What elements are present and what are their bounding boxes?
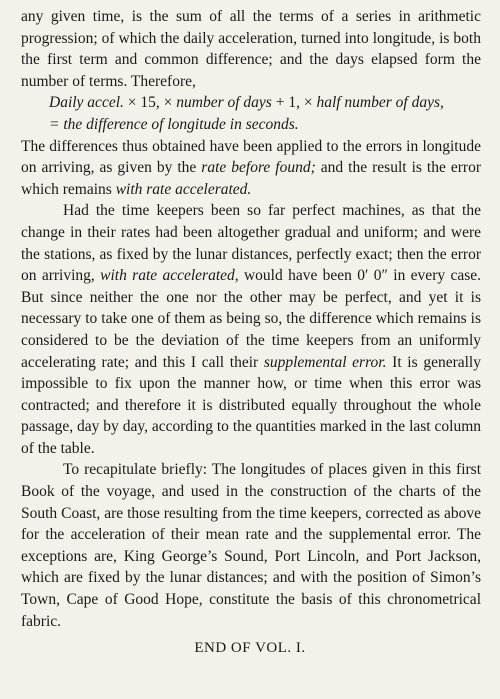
formula-term-number-of-days: number of days (176, 94, 272, 112)
paragraph-1-text: any given time, is the sum of all the terms of a series in arithmetic progression; of which the daily acceleration, turned into longitude, is both the first term and common difference; and the days elapsed form the number of terms. Therefore, (21, 8, 481, 90)
paragraph-time-keepers (21, 200, 481, 459)
paragraph-2-part-1: The differences thus obtained have been applied to the errors in longitude on arriving, as given by the (21, 137, 481, 177)
paragraph-2-emphasis-rate-accelerated: with rate accelerated. (115, 180, 252, 198)
formula-term-daily-accel: Daily accel. (49, 94, 124, 112)
paragraph-3-emphasis-supplemental-error: supplemental error. (263, 353, 387, 371)
paragraph-4-text: To recapitulate briefly: The longitudes of places given in this first Book of the voyage, and used in the construction of the charts of the South Coast, are those resulting from the time keepers, corrected as above for the acceleration of their mean rate and the supplemental error. The exceptions are, King George’s Sound, Port Lincoln, and Port Jackson, which are fixed by the lunar distances; and with the position of Simon’s Town, Cape of Good Hope, constitute the basis of this chronometrical fabric. (21, 461, 481, 630)
paragraph-2-part-2: and the result is the error which remains (21, 159, 481, 198)
formula-line-1 (21, 92, 481, 114)
paragraph-differences (21, 136, 481, 201)
formula-term-half-number-of-days: half number of days, (316, 94, 444, 112)
paragraph-continuation (21, 6, 481, 92)
paragraph-3-part-2: would have been 0′ 0″ in every case. But since neither the one nor the other may be perfect, and yet it is necessary to take one of them as being so, the difference which remains is considered to be the deviation of the time keepers from an uniformly accelerating rate; and this I call their (21, 267, 481, 371)
formula-result: = the difference of longitude in seconds. (49, 115, 299, 133)
formula-operator-2: + 1, × (271, 94, 317, 112)
end-of-volume-label: END OF VOL. I. (194, 640, 306, 656)
paragraph-recapitulation (21, 459, 481, 632)
formula-operator-1: × 15, × (123, 94, 177, 112)
paragraph-2-emphasis-rate-before-found: rate before found; (201, 159, 316, 177)
body-text (21, 6, 481, 632)
formula-line-2 (21, 114, 481, 136)
paragraph-3-part-1: Had the time keepers been so far perfect machines, as that the change in their rates had been altogether gradual and uniform; and were the stations, as fixed by the lunar distances, perfectly exact; then the error on arriving, (21, 202, 481, 285)
paragraph-3-part-3: It is generally impossible to fix upon the manner how, or time when this error was contracted; and therefore it is distributed equally throughout the whole passage, day by day, according to the quantities marked in the last column of the table. (21, 353, 481, 457)
paragraph-3-emphasis-rate-accelerated: with rate accelerated, (100, 267, 239, 285)
